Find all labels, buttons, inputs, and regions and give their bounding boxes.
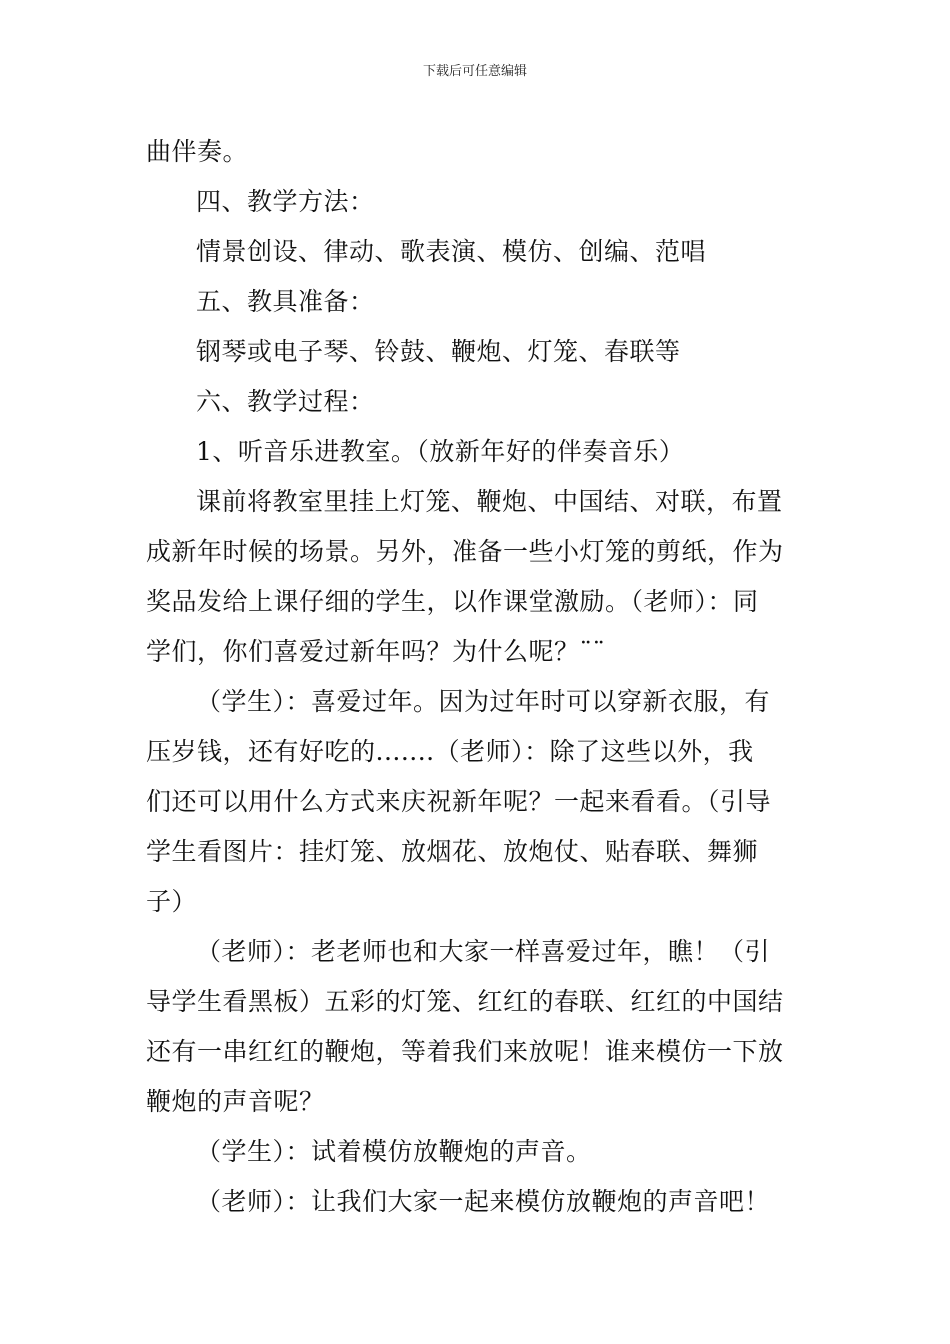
text-line: 还有一串红红的鞭炮，等着我们来放呢！谁来模仿一下放	[146, 1037, 784, 1066]
section-heading: 四、教学方法：	[196, 187, 375, 216]
text-line: 成新年时候的场景。另外，准备一些小灯笼的剪纸，作为	[146, 537, 784, 566]
text-line: （老师）：让我们大家一起来模仿放鞭炮的声音吧！	[196, 1187, 771, 1216]
section-heading: 五、教具准备：	[196, 287, 375, 316]
text-line: 钢琴或电子琴、铃鼓、鞭炮、灯笼、春联等	[196, 337, 681, 366]
text-line: 导学生看黑板）五彩的灯笼、红红的春联、红红的中国结	[146, 987, 784, 1016]
text-line: 压岁钱，还有好吃的.......（老师）：除了这些以外，我	[146, 737, 754, 766]
text-line: 们还可以用什么方式来庆祝新年呢？一起来看看。（引导	[146, 787, 772, 816]
text-line: 学们，你们喜爱过新年吗？为什么呢？¨¨	[146, 637, 606, 666]
text-line: （学生）：试着模仿放鞭炮的声音。	[196, 1137, 592, 1166]
page-header: 下载后可任意编辑	[422, 64, 527, 79]
text-line: 鞭炮的声音呢？	[146, 1087, 325, 1116]
text-line: 1、听音乐进教室。（放新年好的伴奏音乐）	[196, 437, 685, 466]
text-line: 情景创设、律动、歌表演、模仿、创编、范唱	[196, 237, 707, 266]
text-line: 子）	[146, 887, 198, 916]
text-line: 奖品发给上课仔细的学生，以作课堂激励。（老师）：同	[146, 587, 759, 616]
text-line: 曲伴奏。	[146, 137, 249, 166]
text-line: 课前将教室里挂上灯笼、鞭炮、中国结、对联，布置	[196, 487, 783, 516]
text-line: （学生）：喜爱过年。因为过年时可以穿新衣服，有	[196, 687, 771, 716]
text-line: 学生看图片：挂灯笼、放烟花、放炮仗、贴春联、舞狮	[146, 837, 759, 866]
text-line: （老师）：老老师也和大家一样喜爱过年，瞧！（引	[196, 937, 771, 966]
section-heading: 六、教学过程：	[196, 387, 375, 416]
